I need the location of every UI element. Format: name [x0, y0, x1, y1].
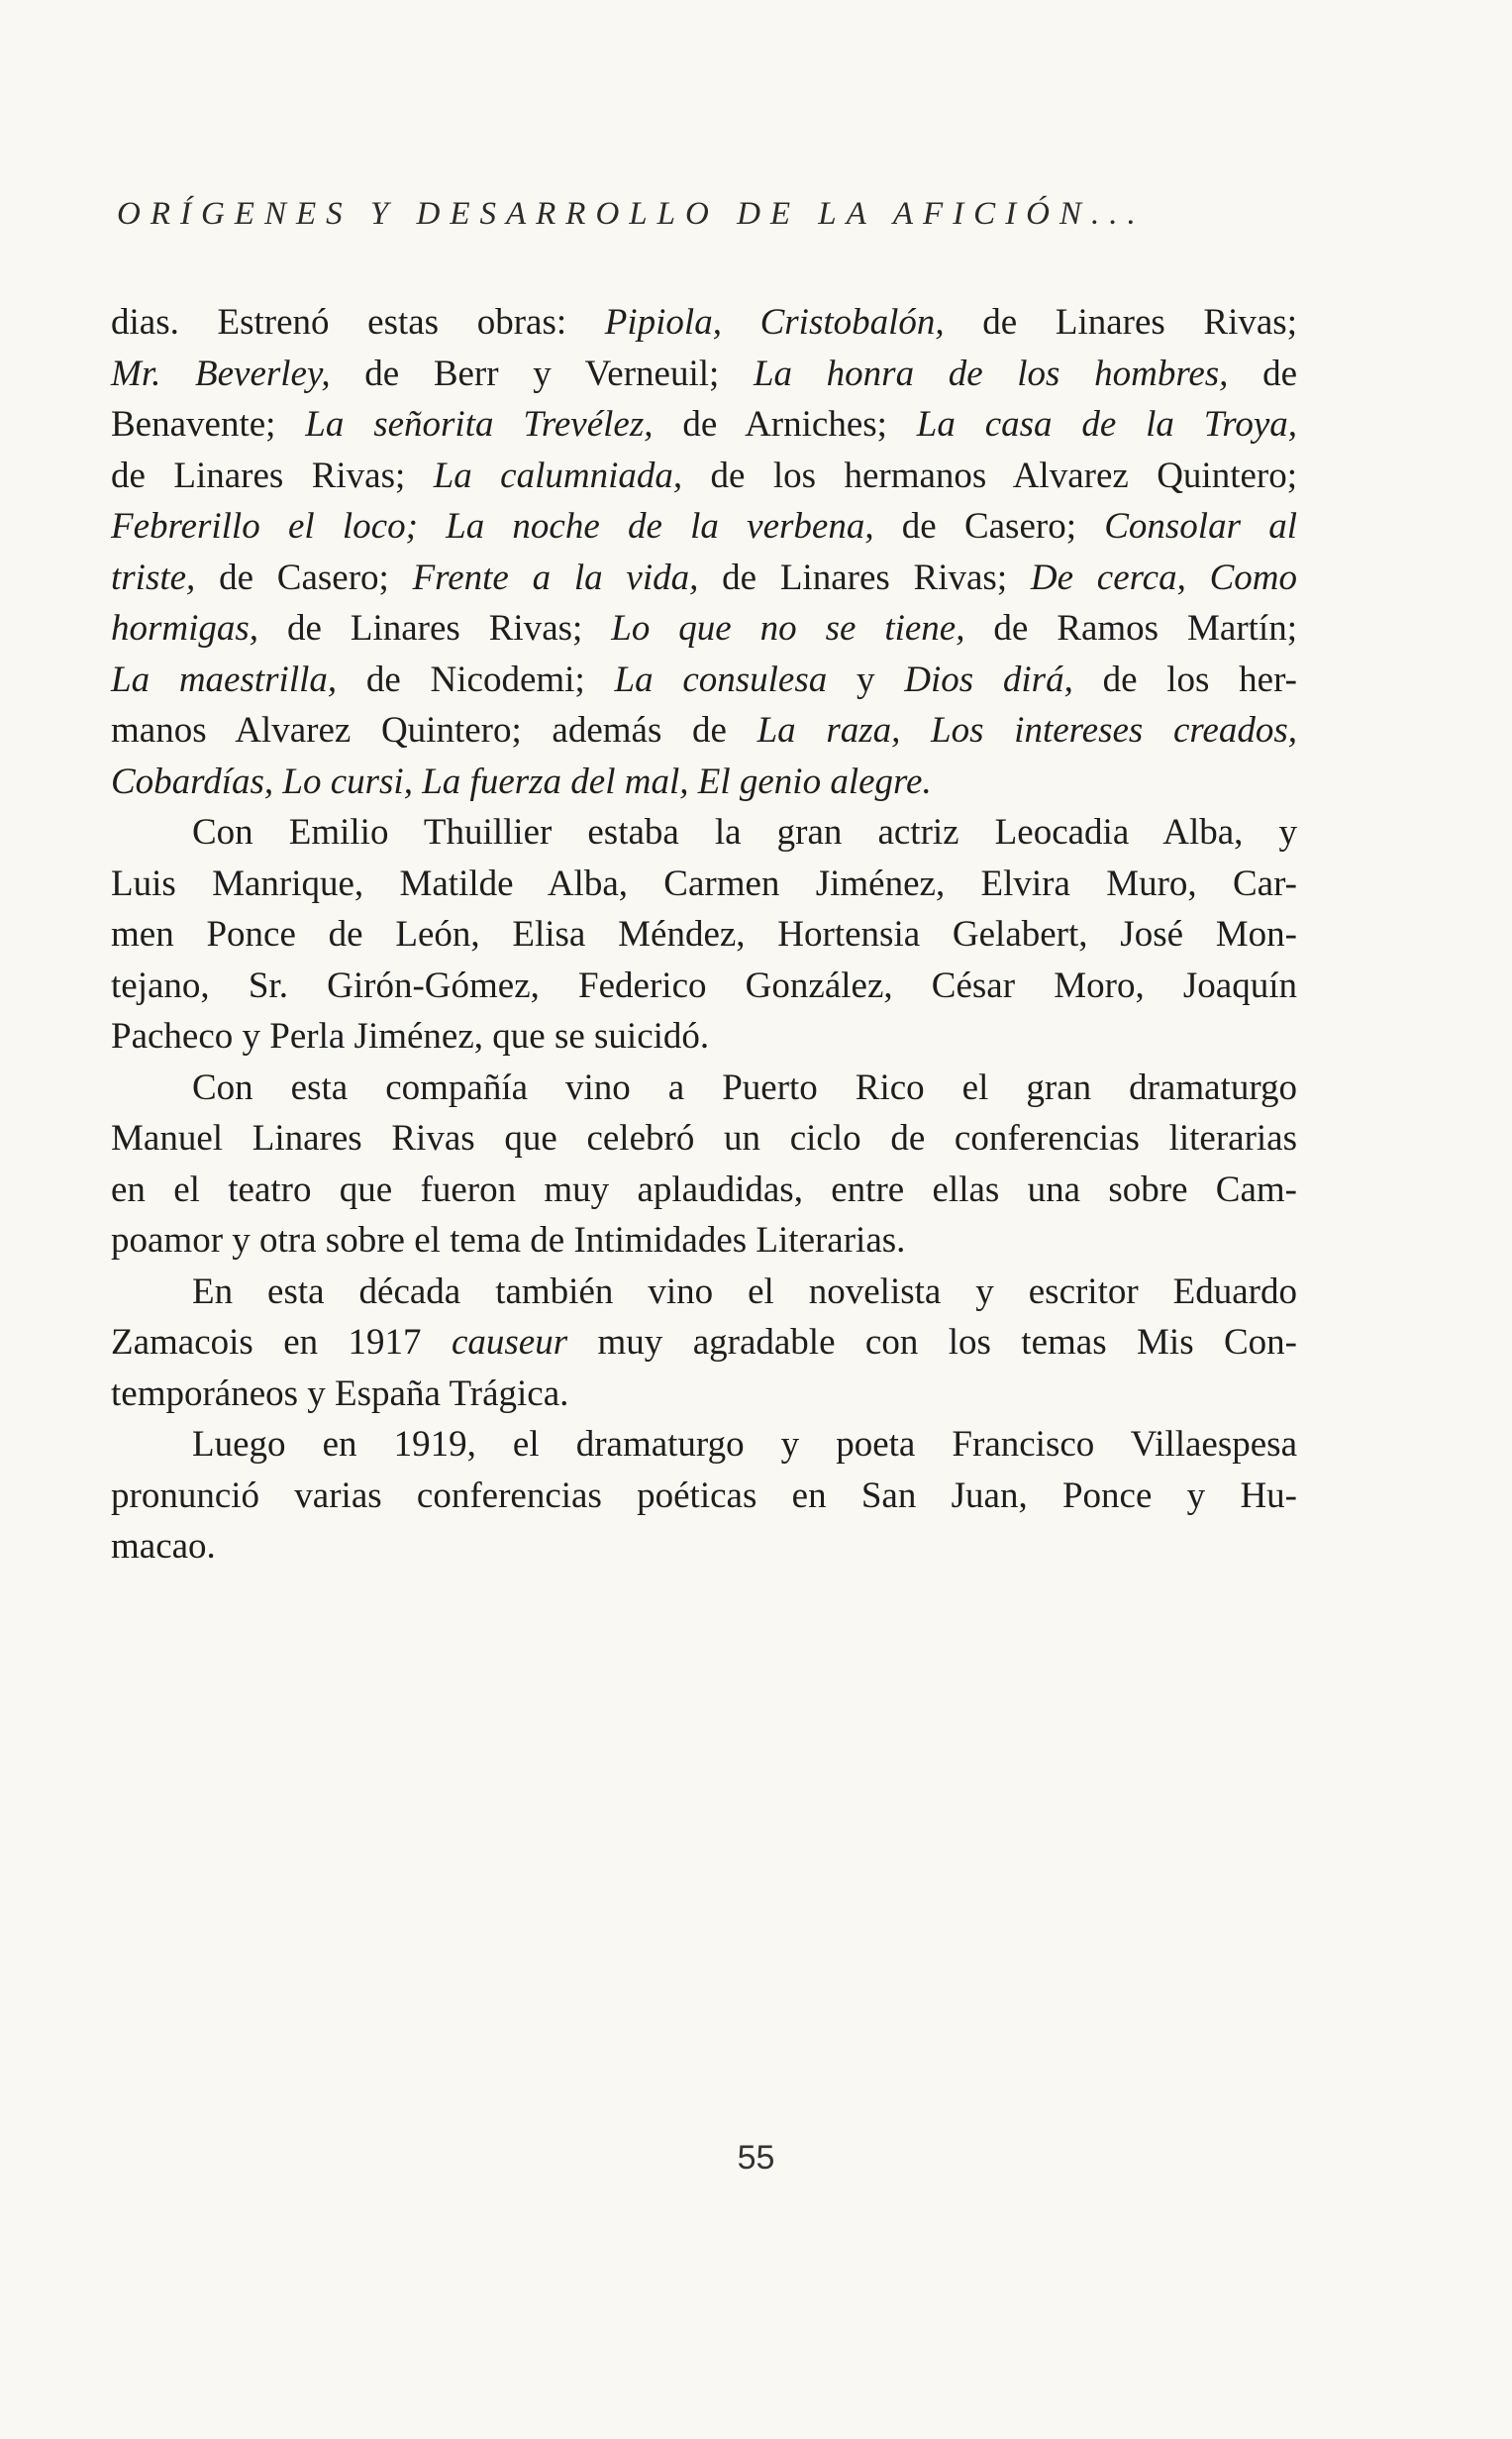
italic-title: La honra de los hombres, — [753, 353, 1229, 394]
text-run: de Linares Rivas; — [258, 608, 612, 649]
text-run: de Berr y Verneuil; — [330, 353, 754, 394]
text-run: de Casero; — [873, 506, 1105, 547]
text-line — [111, 1215, 1297, 1267]
text-line — [111, 1419, 1297, 1471]
italic-title: La calumniada, — [433, 455, 683, 496]
italic-title: La consulesa — [614, 659, 828, 700]
text-run: macao. — [111, 1526, 216, 1567]
text-run: Luego en 1919, el dramaturgo y poeta Francisco Villaespesa — [192, 1424, 1297, 1465]
text-run: muy agradable con los temas Mis Con- — [567, 1322, 1297, 1363]
italic-title: La raza, Los intereses creados, — [756, 710, 1297, 751]
italic-title: Mr. Beverley, — [111, 353, 331, 394]
italic-title: La señorita Trevélez, — [305, 404, 654, 445]
text-run: de los her- — [1072, 659, 1297, 700]
text-line — [111, 501, 1297, 553]
text-run: de — [1228, 353, 1297, 394]
text-run: En esta década también vino el novelista y escritor Eduardo — [192, 1270, 1297, 1312]
text-line — [111, 1165, 1297, 1216]
italic-title: Lo que no se tiene, — [611, 608, 965, 649]
body-text — [111, 297, 1297, 1573]
text-run: Benavente; — [111, 404, 306, 445]
italic-title: Dios dirá, — [904, 659, 1073, 700]
text-run: tejano, Sr. Girón-Gómez, Federico González, César Moro, Joaquín — [111, 965, 1297, 1006]
text-line — [111, 705, 1297, 757]
text-line — [111, 553, 1297, 604]
text-line — [111, 451, 1297, 502]
text-line — [111, 1521, 1297, 1573]
text-run: Con Emilio Thuillier estaba la gran actriz Leocadia Alba, y — [192, 812, 1297, 853]
text-line — [111, 1471, 1297, 1522]
italic-title: Consolar al — [1104, 506, 1297, 547]
text-run: y — [827, 659, 905, 700]
text-line — [111, 1267, 1297, 1318]
italic-title: De cerca, Como — [1030, 557, 1298, 598]
text-run: de Arniches; — [653, 404, 917, 445]
italic-title: hormigas, — [111, 608, 259, 649]
text-run: poamor y otra sobre el tema de Intimidades Literarias. — [111, 1220, 906, 1261]
italic-title: Pipiola, Cristobalón, — [604, 302, 945, 343]
text-run: Manuel Linares Rivas que celebró un ciclo de conferencias literarias — [111, 1118, 1297, 1159]
italic-title: Frente a la vida, — [412, 557, 699, 598]
text-run: de Nicodemi; — [337, 659, 615, 700]
text-line — [111, 1317, 1297, 1369]
text-run: pronunció varias conferencias poéticas en San Juan, Ponce y Hu- — [111, 1474, 1297, 1516]
italic-title: Febrerillo el loco; La noche de la verbena, — [111, 506, 874, 547]
text-run: Luis Manrique, Matilde Alba, Carmen Jiménez, Elvira Muro, Car- — [111, 863, 1297, 904]
text-line — [111, 1113, 1297, 1165]
text-line — [111, 859, 1297, 910]
text-line — [111, 603, 1297, 655]
text-run: en el teatro que fueron muy aplaudidas, entre ellas una sobre Cam- — [111, 1169, 1297, 1210]
italic-title: triste, — [111, 557, 196, 598]
italic-title: La casa de la Troya, — [916, 404, 1297, 445]
text-line — [111, 1063, 1297, 1114]
text-line — [111, 655, 1297, 706]
text-line — [111, 757, 1297, 808]
text-line — [111, 399, 1297, 451]
text-line — [111, 297, 1297, 349]
text-line — [111, 807, 1297, 859]
text-line — [111, 1011, 1297, 1063]
text-run: Zamacois en 1917 — [111, 1322, 452, 1363]
text-line — [111, 1369, 1297, 1420]
text-line — [111, 909, 1297, 961]
text-line — [111, 961, 1297, 1012]
text-run: de Linares Rivas; — [944, 302, 1297, 343]
text-run: de Linares Rivas; — [111, 455, 434, 496]
text-run: dias. Estrenó estas obras: — [111, 302, 605, 343]
text-run: de Linares Rivas; — [698, 557, 1031, 598]
text-run: Pacheco y Perla Jiménez, que se suicidó. — [111, 1016, 710, 1057]
text-run: Con esta compañía vino a Puerto Rico el gran dramaturgo — [192, 1067, 1297, 1108]
italic-title: causeur — [451, 1322, 568, 1363]
text-run: de Ramos Martín; — [964, 608, 1297, 649]
italic-title: La maestrilla, — [111, 659, 338, 700]
text-line — [111, 349, 1297, 400]
text-run: de Casero; — [195, 557, 413, 598]
text-run: de los hermanos Alvarez Quintero; — [682, 455, 1298, 496]
text-run: manos Alvarez Quintero; además de — [111, 710, 757, 751]
text-run: men Ponce de León, Elisa Méndez, Hortensia Gelabert, José Mon- — [111, 914, 1297, 955]
page-number: 55 — [737, 2139, 775, 2177]
running-head: ORÍGENES Y DESARROLLO DE LA AFICIÓN... — [117, 196, 1146, 232]
text-run: temporáneos y España Trágica. — [111, 1372, 569, 1414]
italic-title: Cobardías, Lo cursi, La fuerza del mal, El genio alegre. — [111, 761, 932, 802]
